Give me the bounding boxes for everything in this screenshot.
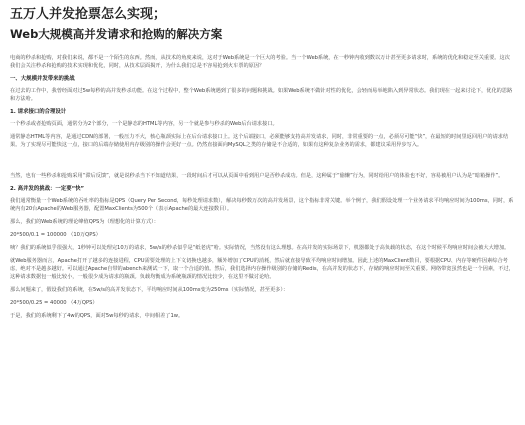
paragraph: 在过去的工作中，我曾经面对过5w每秒的高并发秒杀功能。在这个过程中，整个Web系统遇到了很多的问题和挑战。如果Web系统不做针对性的优化，会轻而易举地陷入到异常状态。我们现在一起来讨论下，优化的思路和方法哈。	[10, 88, 513, 102]
article-title: 五万人并发抢票怎么实现；	[10, 7, 167, 22]
formula: 20*500/0.1 = 100000 （10万QPS）	[10, 232, 101, 238]
paragraph: 电商的秒杀和抢购，对我们来说，都不是一个陌生的东西。然而，从技术的角度来说，这对于Web系统是一个巨大的考验。当一个Web系统，在一秒钟内收到数以万计甚至更多请求时，系统的优化和稳定至关重要。这次我们会关注秒杀和抢购的技术实现和优化，同时，从技术层面揭开，为什么我们总是不容易抢到火车票的原因？	[10, 55, 510, 69]
section-heading: 2. 高并发的挑战：一定要“快”	[10, 186, 85, 192]
spacer	[10, 154, 515, 172]
section-heading: 一、大规模并发带来的挑战	[10, 76, 75, 82]
paragraph: 于是，我们的系统剩下了4w的QPS，面对5w每秒的请求，中间相差了1w。	[10, 313, 184, 319]
paragraph: 一个秒杀或者抢购页面，通常分为2个部分，一个是静态的HTML等内容，另一个就是参与秒杀的Web后台请求接口。	[10, 121, 278, 127]
paragraph: 咦？我们的系统似乎很强大，1秒钟可以处理完10万的请求，5w/s的秒杀似乎是“纸老虎”哈。实际情况，当然没有这么理想。在高并发的实际场景下，机器都处于高负载的状态，在这个时候平均响应时间会被大大增加。	[10, 245, 510, 251]
paragraph: 我们通常衡量一个Web系统的吞吐率的指标是QPS（Query Per Second，每秒处理请求数），解决每秒数万次的高并发场景，这个指标非常关键。举个例子，我们假设处理一个业务请求平均响应时间为100ms，同时，系统内有20台Apache的Web服务器，配置MaxClients为500个（表示Apache的最大连接数目）。	[10, 198, 514, 212]
paragraph: 通常静态HTML等内容，是通过CDN的部署，一般压力不大，核心瓶颈实际上在后台请求接口上。这个后端接口，必须能够支持高并发请求，同时，非常重要的一点，必须尽可能“快”，在最短的时间里返回用户的请求结果。为了实现尽可能快这一点，接口的后端存储使用内存级别的操作会更好一点。仍然直接面向MySQL之类的存储是不合适的，如果有这种复杂业务的需求，都建议采用异步写入。	[10, 134, 509, 148]
paragraph: 当然，也有一些秒杀和抢购采用“滞后反馈”，就是说秒杀当下不知道结果，一段时间后才可以从页面中看到用户是否秒杀成功。但是，这种属于“偷懒”行为，同时给用户的体验也不好，容易被用户认为是“暗箱操作”。	[10, 173, 504, 179]
paragraph: 那么问题来了，假设我们的系统，在5w/s的高并发状态下，平均响应时间从100ms变为250ms（实际情况，甚至更多）：	[10, 287, 289, 293]
paragraph: 就Web服务器而言，Apache打开了越多的连接进程，CPU需要处理的上下文切换也越多，额外增加了CPU的消耗，然后就直接导致平均响应时间增加。因此上述的MaxClient数目，要根据CPU、内存等硬件因素综合考虑，绝对不是越多越好。可以通过Apache自带的abench来测试一下，取一个合适的值。然后，我们选择内存操作级别的存储的Redis，在高并发的状态下，存储的响应时间至关重要。网络带宽虽然也是一个因素，不过，这种请求数据包一般比较小，一般很少成为请求的瓶颈。负载均衡成为系统瓶颈的情况比较少，在这里不做讨论哈。	[10, 258, 514, 280]
paragraph: 那么，我们的Web系统的理论峰值QPS为（理想化的计算方式）：	[10, 219, 159, 225]
formula: 20*500/0.25 = 40000 （4万QPS）	[10, 300, 98, 306]
article-subtitle: Web大规模高并发请求和抢购的解决方案	[10, 27, 223, 41]
section-heading: 1. 请求接口的合理设计	[10, 109, 67, 115]
